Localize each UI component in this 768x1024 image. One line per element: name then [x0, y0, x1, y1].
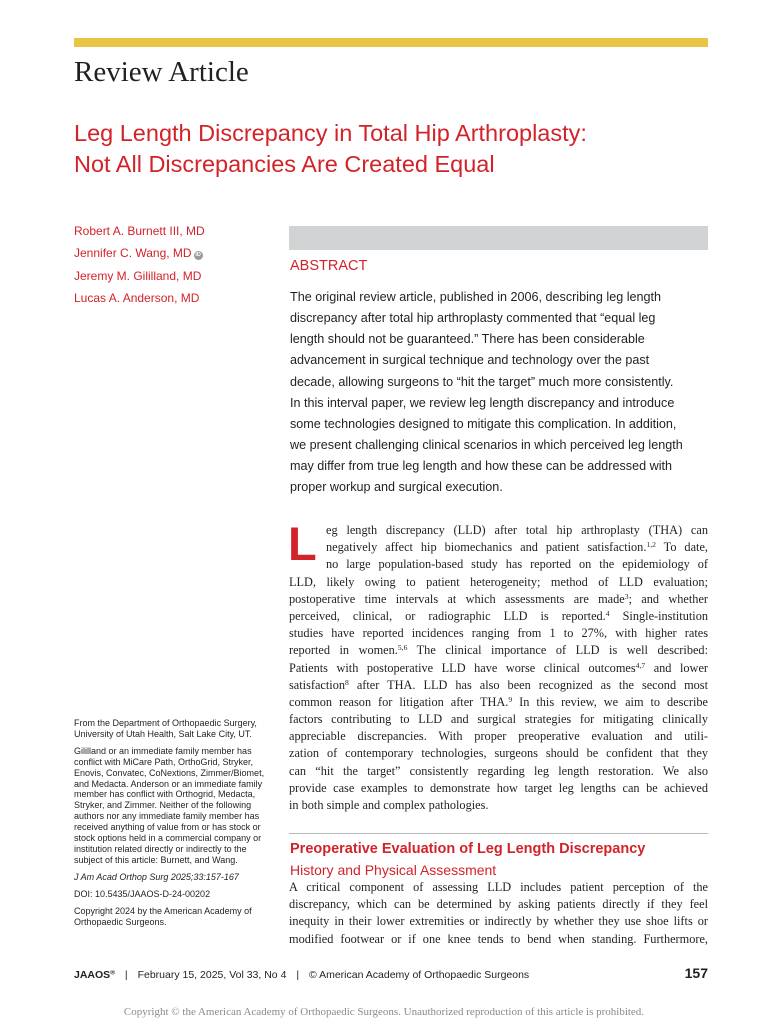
- body-text: postoperative time intervals at which assessments are made: [289, 591, 625, 606]
- abstract-line: length should not be guaranteed.” There has been considerable: [290, 332, 645, 347]
- abstract-line: advancement in surgical technique and technology over the past: [290, 353, 650, 368]
- journal-name: [74, 969, 115, 981]
- orcid-icon[interactable]: iD: [195, 252, 201, 259]
- body-line: [289, 608, 708, 625]
- title-line-1: Leg Length Discrepancy in Total Hip Arthroplasty:: [74, 120, 587, 146]
- body-line: discrepancy, which can be determined by asking patients directly if they feel: [289, 897, 708, 912]
- issue-info: February 15, 2025, Vol 33, No 4: [137, 969, 287, 981]
- citation-ref[interactable]: 8: [345, 677, 349, 687]
- body-line: [289, 660, 708, 677]
- section-heading: Preoperative Evaluation of Leg Length Discrepancy: [290, 841, 646, 857]
- doi-link[interactable]: DOI: 10.5435/JAAOS-D-24-00202: [74, 888, 211, 899]
- body-text: satisfaction: [289, 677, 346, 692]
- citation-ref[interactable]: 9: [508, 694, 513, 704]
- body-text: Single-institution: [609, 608, 708, 623]
- abstract-line: The original review article, published in 2006, describing leg length: [290, 290, 662, 304]
- body-line: studies have reported incidences ranging from 1 to 27%, with higher rates: [289, 626, 708, 641]
- body-text: ; and whether: [628, 591, 708, 606]
- footer-separator: |: [296, 969, 300, 981]
- article-title: [74, 118, 724, 180]
- footer-separator: |: [124, 969, 128, 981]
- author-list: [74, 220, 205, 309]
- abstract-line: discrepancy after total hip arthroplasty commented that “equal leg: [290, 311, 656, 326]
- publisher: © American Academy of Orthopaedic Surgeons: [309, 969, 530, 981]
- section-divider: [289, 833, 708, 834]
- body-paragraph: [288, 517, 708, 814]
- body-line: LLD, likely owing to patient heterogeneity; method of LLD evaluation;: [289, 574, 708, 589]
- body-text: negatively affect hip biomechanics and patient satisfaction.: [326, 540, 647, 555]
- body-text: In this review, we aim to describe: [512, 694, 708, 709]
- body-text: after THA. LLD has also been recognized as the second most: [348, 677, 708, 692]
- author-item: [74, 242, 205, 264]
- body-text: and lower: [645, 660, 708, 675]
- title-line-2: Not All Discrepancies Are Created Equal: [74, 151, 495, 177]
- body-text: Patients with postoperative LLD have worse clinical outcomes: [289, 660, 636, 675]
- body-line: no large population-based study has reported on the epidemiology of: [326, 557, 708, 572]
- body-line: modified footwear or if one knee tends to bend when standing. Furthermore,: [289, 931, 708, 946]
- body-line: A critical component of assessing LLD includes patient perception of the: [289, 880, 708, 894]
- body-line: [289, 591, 708, 608]
- abstract-line: proper workup and surgical execution.: [290, 480, 503, 495]
- author-name[interactable]: Jennifer C. Wang, MD: [74, 246, 192, 261]
- abstract-line: In this interval paper, we review leg length discrepancy and introduce: [290, 395, 675, 410]
- body-text: common reason for litigation after THA.: [289, 694, 509, 709]
- abstract-line: may differ from true leg length and how these can be addressed with: [290, 459, 673, 474]
- article-info-sidebar: [74, 718, 274, 933]
- body-line: eg length discrepancy (LLD) after total hip arthroplasty (THA) can: [326, 523, 708, 537]
- page-number: 157: [684, 965, 708, 981]
- copyright-notice: Copyright © the American Academy of Orthopaedic Surgeons. Unauthorized reproduction of this article is prohibited.: [123, 1006, 645, 1018]
- author-name[interactable]: Lucas A. Anderson, MD: [74, 290, 200, 305]
- abstract-text: [290, 287, 710, 499]
- body-line: appreciable discrepancies. With proper preoperative evaluation and utili-: [289, 729, 708, 744]
- citation-ref[interactable]: 1,2: [646, 540, 656, 549]
- body-line: [289, 539, 708, 556]
- body-line: inequity in their lower extremities or indirectly by whether they use shoe lifts or: [289, 914, 708, 929]
- top-accent-bar: [74, 38, 708, 47]
- disclosures: Gililland or an immediate family member has conflict with MiCare Path, OrthoGrid, Stryker, Enovis, Convatec, CoNextions, Zimmer/Biomet, and Medacta. Anderson or an immediate family member has conflict with Orthogrid, Medacta, Stryker, and Zimmer. Neither of the following authors nor any immediate family member has received anything of value from or has stock or stock options held in a commercial company or institution related directly or indirectly to the subject of this article: Burnett, and Wang.: [74, 745, 265, 865]
- journal-abbrev: JAAOS: [74, 969, 111, 981]
- body-line: zation of contemporary technologies, surgeons should be confident that they: [289, 746, 708, 761]
- journal-citation: J Am Acad Orthop Surg 2025;33:157-167: [74, 871, 239, 882]
- copyright-statement: Copyright 2024 by the American Academy of Orthopaedic Surgeons.: [74, 905, 252, 927]
- body-line: [289, 677, 708, 694]
- page-footer: [74, 965, 708, 982]
- abstract-heading: ABSTRACT: [290, 258, 368, 274]
- registered-mark: ®: [110, 969, 115, 977]
- author-name[interactable]: Robert A. Burnett III, MD: [74, 224, 205, 238]
- subsection-heading: History and Physical Assessment: [290, 862, 497, 878]
- author-name[interactable]: Jeremy M. Gililland, MD: [74, 268, 202, 283]
- body-line: [289, 642, 708, 659]
- abstract-line: we present challenging clinical scenarios in which perceived leg length: [290, 438, 683, 453]
- drop-cap: L: [288, 517, 317, 570]
- section-body: [289, 879, 708, 948]
- affiliation: From the Department of Orthopaedic Surgery, University of Utah Health, Salt Lake City, UT.: [74, 718, 257, 739]
- abstract-band: [289, 226, 708, 250]
- body-line: in both simple and complex pathologies.: [289, 798, 489, 812]
- abstract-line: some technologies designed to mitigate this complication. In addition,: [290, 416, 677, 431]
- abstract-line: decade, allowing surgeons to “hit the target” much more consistently.: [290, 374, 674, 389]
- citation-ref[interactable]: 4,7: [635, 660, 646, 670]
- body-text: reported in women.: [289, 643, 398, 658]
- citation-ref[interactable]: 5,6: [397, 643, 408, 653]
- body-line: can “hit the target” consistently regarding leg length restoration. We also: [289, 763, 708, 778]
- body-text: perceived, clinical, or radiographic LLD is reported.: [289, 608, 606, 623]
- body-text: The clinical importance of LLD is well described:: [407, 643, 708, 658]
- body-text: To date,: [655, 540, 708, 555]
- article-type: Review Article: [74, 56, 249, 88]
- citation-ref[interactable]: 4: [605, 608, 610, 618]
- body-line: [289, 694, 708, 711]
- body-line: provide case examples to demonstrate how target leg lengths can be achieved: [289, 780, 708, 795]
- body-line: factors contributing to LLD and surgical strategies for mitigating clinically: [289, 712, 708, 727]
- citation-ref[interactable]: 3: [624, 591, 629, 601]
